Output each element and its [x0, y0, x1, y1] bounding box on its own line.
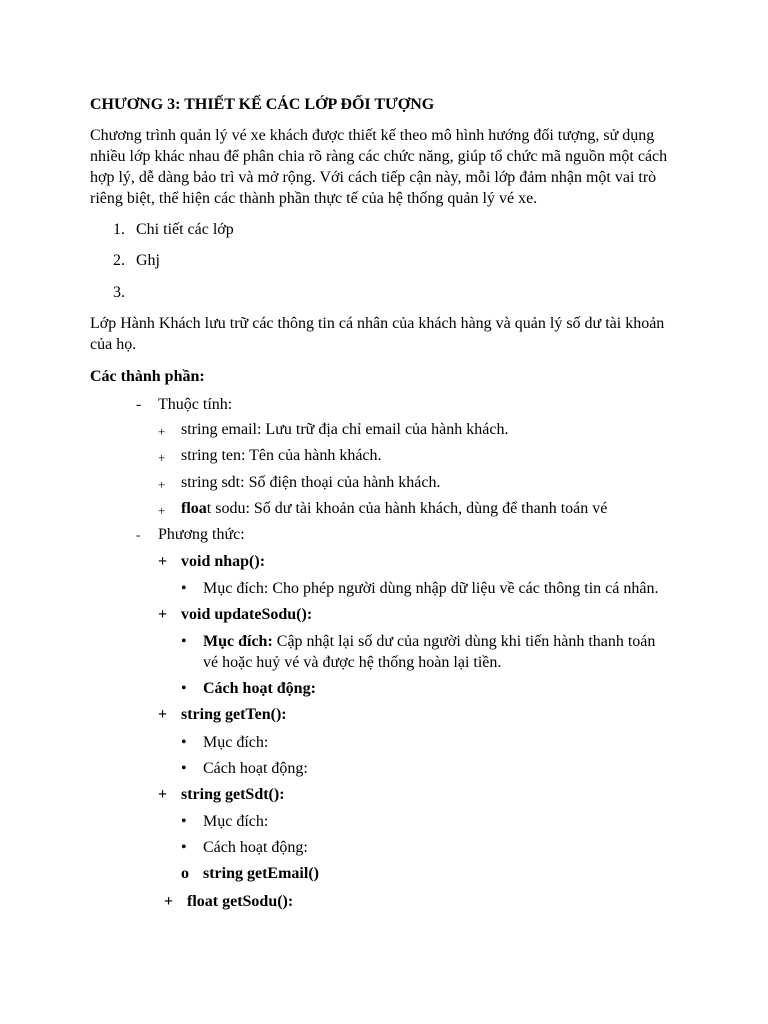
attribute-sodu-bold: floa: [181, 500, 207, 517]
method-getten-purpose: Mục đích:: [203, 734, 269, 751]
plus-marker: +: [158, 450, 166, 465]
dash-marker: -: [136, 527, 141, 542]
bullet-marker: •: [181, 633, 187, 650]
method-getemail: string getEmail(): [203, 865, 319, 882]
attribute-sdt: string sdt: Số điện thoại của hành khách.: [181, 474, 441, 491]
plus-marker: +: [158, 424, 166, 439]
plus-marker: +: [158, 786, 168, 803]
attribute-sodu: [181, 498, 607, 519]
method-updatesodu-purpose: [203, 631, 655, 652]
methods-label: Phương thức:: [158, 526, 245, 543]
method-nhap: void nhap():: [181, 553, 266, 570]
method-updatesodu-purpose-cont: vé hoặc huỷ vé và được hệ thống hoàn lại tiền.: [203, 654, 502, 671]
attributes-label: Thuộc tính:: [158, 396, 233, 413]
purpose-text: Cập nhật lại số dư của người dùng khi tiến hành thanh toán: [272, 633, 656, 650]
attribute-email: string email: Lưu trữ địa chỉ email của hành khách.: [181, 421, 509, 438]
numbered-item-2-number: 2.: [113, 252, 125, 269]
plus-marker: +: [158, 606, 168, 623]
bullet-marker: •: [181, 839, 187, 856]
class-description: Lớp Hành Khách lưu trữ các thông tin cá nhân của khách hàng và quản lý số dư tài khoản của họ.: [90, 315, 665, 353]
method-getsdt: string getSdt():: [181, 786, 285, 803]
method-getten-how: Cách hoạt động:: [203, 760, 308, 777]
dash-marker: -: [136, 396, 142, 413]
plus-marker: +: [158, 503, 166, 518]
method-getsdt-purpose: Mục đích:: [203, 813, 269, 830]
bullet-marker: •: [181, 734, 187, 751]
bullet-marker: •: [181, 680, 187, 697]
method-getten: string getTen():: [181, 706, 287, 723]
numbered-item-2-text: Ghj: [136, 252, 160, 269]
bullet-marker: •: [181, 813, 187, 830]
method-nhap-purpose: Mục đích: Cho phép người dùng nhập dữ liệu về các thông tin cá nhân.: [203, 580, 659, 597]
chapter-heading: CHƯƠNG 3: THIẾT KẾ CÁC LỚP ĐỐI TƯỢNG: [90, 96, 435, 113]
plus-marker: +: [164, 893, 174, 910]
numbered-item-1-number: 1.: [113, 221, 125, 238]
method-updatesodu: void updateSodu():: [181, 606, 313, 623]
intro-paragraph: Chương trình quản lý vé xe khách được thiết kế theo mô hình hướng đối tượng, sử dụng nhiều lớp khác nhau để phân chia rõ ràng các chức năng, giúp tổ chức mã nguồn một cách hợp lý, dễ dàng bảo trì và mở rộng. Với cách tiếp cận này, mỗi lớp đảm nhận một vai trò riêng biệt, thể hiện các thành phần thực tế của hệ thống quản lý vé xe.: [90, 127, 668, 207]
circle-bullet-marker: o: [181, 865, 189, 882]
numbered-item-1-text: Chi tiết các lớp: [136, 221, 234, 238]
plus-marker: +: [158, 477, 166, 492]
attribute-ten: string ten: Tên của hành khách.: [181, 447, 382, 464]
method-updatesodu-how: Cách hoạt động:: [203, 680, 316, 697]
plus-marker: +: [158, 706, 168, 723]
bullet-marker: •: [181, 580, 187, 597]
purpose-label: Mục đích:: [203, 633, 273, 650]
attribute-sodu-rest: t sodu: Số dư tài khoản của hành khách, dùng để thanh toán vé: [206, 500, 608, 517]
method-getsdt-how: Cách hoạt động:: [203, 839, 308, 856]
plus-marker: +: [158, 553, 168, 570]
components-title: Các thành phần:: [90, 368, 205, 385]
method-getsodu: float getSodu():: [187, 893, 294, 910]
numbered-item-3-number: 3.: [113, 284, 125, 301]
bullet-marker: •: [181, 760, 187, 777]
